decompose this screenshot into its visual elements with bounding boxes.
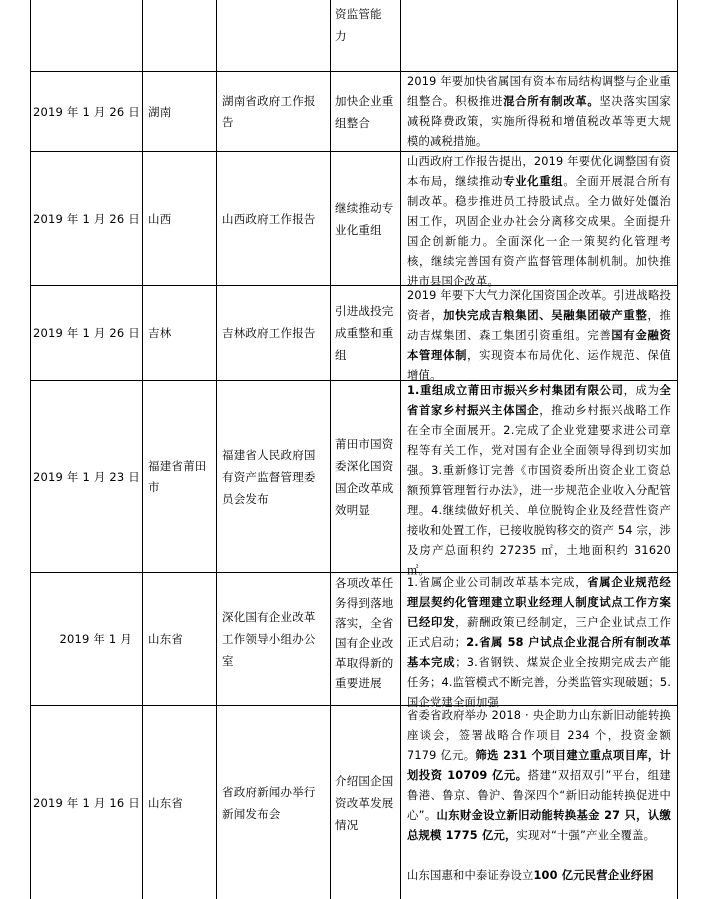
theme-cell: 加快企业重组整合: [335, 93, 394, 130]
theme-cell: 继续推动专业化重组: [335, 200, 394, 237]
content-cell: [407, 381, 671, 581]
region-cell: 吉林: [148, 326, 172, 340]
content-highlight: 混合所有制改革。: [503, 95, 600, 108]
content-text: 山东国惠和中泰证券设立: [407, 869, 534, 882]
region-cell: 山东省: [148, 632, 184, 646]
content-text: 省委省政府举办 2018 · 央企助力山东新旧动能转换座谈会，签署战略合作项目 234 个，投资金额 7179 亿元。: [407, 709, 671, 762]
content-highlight: 筛选 231 个项目建立重点项目库，计划投资 10709 亿元。: [407, 749, 671, 782]
content-text: 坚决落实国家减税降费政策，实施所得税和增值税改革等更大规模的减税措施。: [407, 95, 671, 148]
source-cell: 山西政府工作报告: [222, 211, 316, 226]
content-cell: [407, 286, 671, 386]
region-cell: 湖南: [148, 104, 172, 119]
content-text: ，实现资本布局优化、运作规范、保值增值。: [407, 349, 671, 382]
source-cell: 湖南省政府工作报告: [222, 93, 316, 129]
date-cell: 2019 年 1 月 23 日: [33, 469, 140, 484]
content-text: 。全面开展混合所有制改革。稳步推进员工持股试点。全力做好处僵治困工作，巩固企业办社会分离移交成果。全面提升国企创新能力。全面深化一企一策契约化管理考核，继续完善国有资产监督管理体制机制。加快推进市县国企改革。: [407, 175, 671, 288]
date-cell: 2019 年 1 月 26 日: [33, 326, 140, 340]
date-cell: 2019 年 1 月 26 日: [33, 104, 140, 119]
theme-cell: 介绍国企国资改革发展情况: [335, 773, 394, 832]
content-cell: [407, 706, 671, 886]
theme-cell: 莆田市国资委深化国资国企改革成效明显: [335, 436, 394, 517]
table-border: [330, 0, 331, 899]
table-border: [400, 0, 401, 899]
paragraph-gap: [407, 846, 671, 866]
source-cell: 省政府新闻办举行新闻发布会: [222, 784, 316, 821]
content-text: 2019 年要下大气力深化国资国企改革。引进战略投资者，: [407, 289, 671, 322]
source-cell: 深化国有企业改革工作领导小组办公室: [222, 610, 316, 668]
date-cell: 2019 年 1 月: [59, 632, 132, 646]
content-text: ，推动乡村振兴战略工作在全市全面展开。2.完成了企业党建要求进公司章程等有关工作，党对国有企业全面领导得到切实加强。3.重新修订完善《市国资委所出资企业工资总额预算管理暂行办法》，进一步规范企业收入分配管理。4.继续做好机关、单位脱钩企业及经营性资产接收和处置工作，已接收脱钩移交的资产 54 宗，涉及房产总面积约 27235 ㎡，土地面积约 31620 ㎡。: [407, 404, 672, 577]
content-cell: [407, 573, 671, 713]
source-cell: 福建省人民政府国有资产监督管理委员会发布: [222, 447, 316, 506]
content-cell: [407, 152, 671, 292]
content-highlight: 100 亿元民营企业纾困: [533, 869, 654, 882]
table-border: [677, 0, 678, 899]
table-border: [142, 0, 143, 899]
content-highlight: 省属企业规范经理层契约化管理建立职业经理人制度试点工作方案已经印发: [407, 576, 671, 629]
content-text: ；3.省钢铁、煤炭企业全按期完成去产能任务；4.监管模式不断完善，分类监管实现破题；5.国企党建全面加强: [407, 656, 671, 709]
content-text: ，薪酬政策已经制定，三户企业试点工作正式启动；: [407, 616, 671, 649]
region-cell: 山西: [148, 211, 172, 226]
content-text: ，成为: [623, 384, 660, 397]
content-text: 山西政府工作报告提出，2019 年要优化调整国有资本布局，继续推动: [407, 155, 671, 188]
theme-cell: 各项改革任务得到落地落实，全省国有企业改革取得新的重要进展: [335, 576, 394, 690]
content-highlight: 加快完成吉粮集团、吴融集团破产重整: [443, 309, 648, 322]
content-text: 1.省属企业公司制改革基本完成，: [407, 576, 588, 589]
date-cell: 2019 年 1 月 26 日: [33, 211, 140, 226]
content-highlight: 2.省属 58 户试点企业混合所有制改革基本完成: [407, 636, 671, 669]
content-highlight: 1.重组成立莆田市振兴乡村集团有限公司: [407, 384, 624, 397]
content-cell: [407, 72, 671, 152]
content-highlight: 国有金融资本管理体制: [407, 329, 671, 362]
content-highlight: 专业化重组: [503, 175, 564, 188]
content-text: 2019 年要加快省属国有资本布局结构调整与企业重组整合。积极推进: [407, 75, 671, 108]
content-highlight: 全省首家乡村振兴主体国企: [407, 384, 671, 417]
source-cell: 吉林政府工作报告: [222, 326, 316, 340]
content-highlight: 山东财金设立新旧动能转换基金 27 只，认缴总规模 1775 亿元，: [407, 809, 671, 842]
content-text: 搭建“双招双引”平台，组建鲁港、鲁京、鲁沪、鲁深四个“新旧动能转换促进中心”。: [407, 769, 671, 822]
region-cell: 福建省莆田市: [148, 458, 207, 494]
region-cell: 山东省: [148, 795, 184, 810]
theme-cell: 资监管能力: [335, 7, 382, 43]
content-text: ，推动吉煤集团、森工集团引资重组。完善: [407, 309, 672, 342]
table-border: [216, 0, 217, 899]
theme-cell: 引进战投完成重整和重组: [335, 304, 394, 362]
content-text: 实现对“十强”产业全覆盖。: [516, 829, 656, 842]
date-cell: 2019 年 1 月 16 日: [33, 795, 140, 810]
